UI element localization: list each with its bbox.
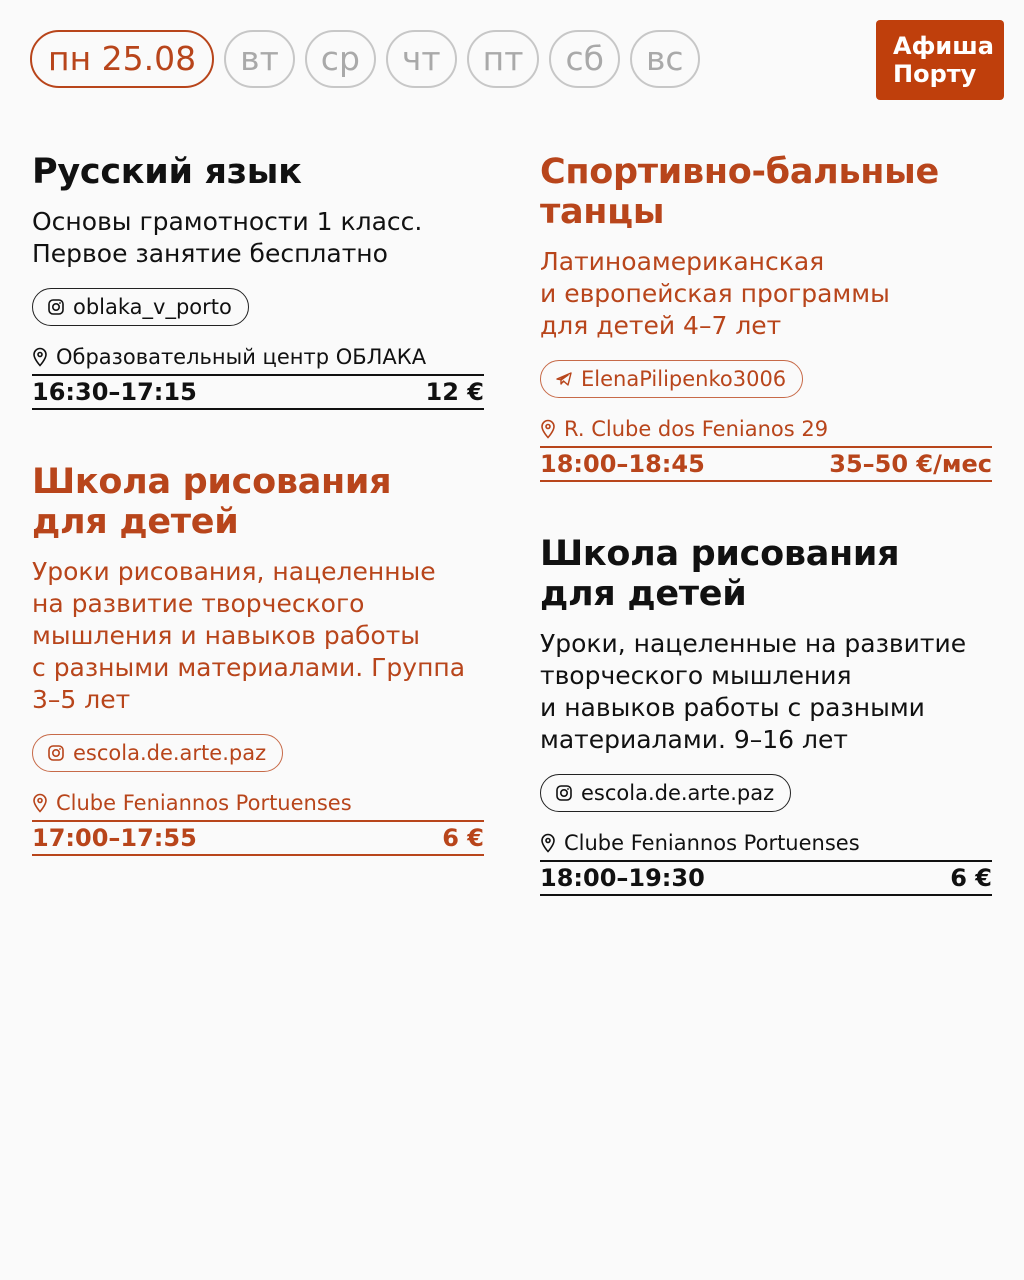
time-price-bar xyxy=(540,446,992,482)
event-time: 18:00–19:30 xyxy=(540,864,705,892)
event-description: Уроки рисования, нацеленные на развитие творческого мышления и навыков работы с разными материалами. Группа 3–5 лет xyxy=(32,557,466,714)
event-price: 12 € xyxy=(425,378,484,406)
event-card xyxy=(540,534,992,896)
location-text: Образовательный центр ОБЛАКА xyxy=(56,345,427,369)
instagram-icon xyxy=(555,784,573,802)
event-price: 6 € xyxy=(442,824,484,852)
day-tab-tuesday[interactable]: вт xyxy=(224,30,295,88)
event-time: 16:30–17:15 xyxy=(32,378,197,406)
event-title: Спортивно-бальные танцы xyxy=(540,152,939,232)
event-description: Уроки, нацеленные на развитие творческого мышления и навыков работы с разными материалами. 9–16 лет xyxy=(540,629,967,754)
event-card xyxy=(540,152,992,482)
event-location xyxy=(32,344,484,370)
time-price-bar xyxy=(32,374,484,410)
day-tab-wednesday[interactable]: ср xyxy=(305,30,376,88)
social-handle: escola.de.arte.paz xyxy=(581,781,775,805)
social-handle: ElenaPilipenko3006 xyxy=(581,367,787,391)
event-price: 35–50 €/мес xyxy=(829,450,992,478)
location-pin-icon xyxy=(32,347,48,367)
event-price: 6 € xyxy=(950,864,992,892)
event-title: Школа рисования для детей xyxy=(540,534,900,614)
telegram-icon xyxy=(555,370,573,388)
event-description: Латиноамериканская и европейская программы для детей 4–7 лет xyxy=(540,247,890,340)
time-price-bar xyxy=(540,860,992,896)
event-location xyxy=(32,790,484,816)
event-card xyxy=(32,462,484,856)
location-text: R. Clube dos Fenianos 29 xyxy=(564,417,829,441)
event-location xyxy=(540,830,992,856)
social-tag[interactable] xyxy=(540,774,791,812)
location-pin-icon xyxy=(540,833,556,853)
event-card xyxy=(32,152,484,410)
day-tab-monday[interactable]: пн 25.08 xyxy=(30,30,214,88)
social-handle: escola.de.arte.paz xyxy=(73,741,267,765)
day-tab-thursday[interactable]: чт xyxy=(386,30,457,88)
location-text: Clube Feniannos Portuenses xyxy=(564,831,860,855)
instagram-icon xyxy=(47,744,65,762)
social-handle: oblaka_v_porto xyxy=(73,295,232,319)
social-tag[interactable] xyxy=(32,734,283,772)
location-pin-icon xyxy=(32,793,48,813)
event-location xyxy=(540,416,992,442)
logo-line2: Порту xyxy=(893,60,977,88)
day-tab-saturday[interactable]: сб xyxy=(549,30,620,88)
instagram-icon xyxy=(47,298,65,316)
event-time: 18:00–18:45 xyxy=(540,450,705,478)
logo-line1: Афиша xyxy=(893,32,994,60)
event-title: Школа рисования для детей xyxy=(32,462,392,542)
location-text: Clube Feniannos Portuenses xyxy=(56,791,352,815)
location-pin-icon xyxy=(540,419,556,439)
day-tab-sunday[interactable]: вс xyxy=(630,30,700,88)
time-price-bar xyxy=(32,820,484,856)
day-selector xyxy=(30,30,700,88)
social-tag[interactable] xyxy=(32,288,249,326)
brand-logo xyxy=(876,20,1004,100)
event-description: Основы грамотности 1 класс. Первое занятие бесплатно xyxy=(32,207,423,268)
event-title: Русский язык xyxy=(32,152,302,192)
social-tag[interactable] xyxy=(540,360,803,398)
event-time: 17:00–17:55 xyxy=(32,824,197,852)
day-tab-friday[interactable]: пт xyxy=(467,30,540,88)
